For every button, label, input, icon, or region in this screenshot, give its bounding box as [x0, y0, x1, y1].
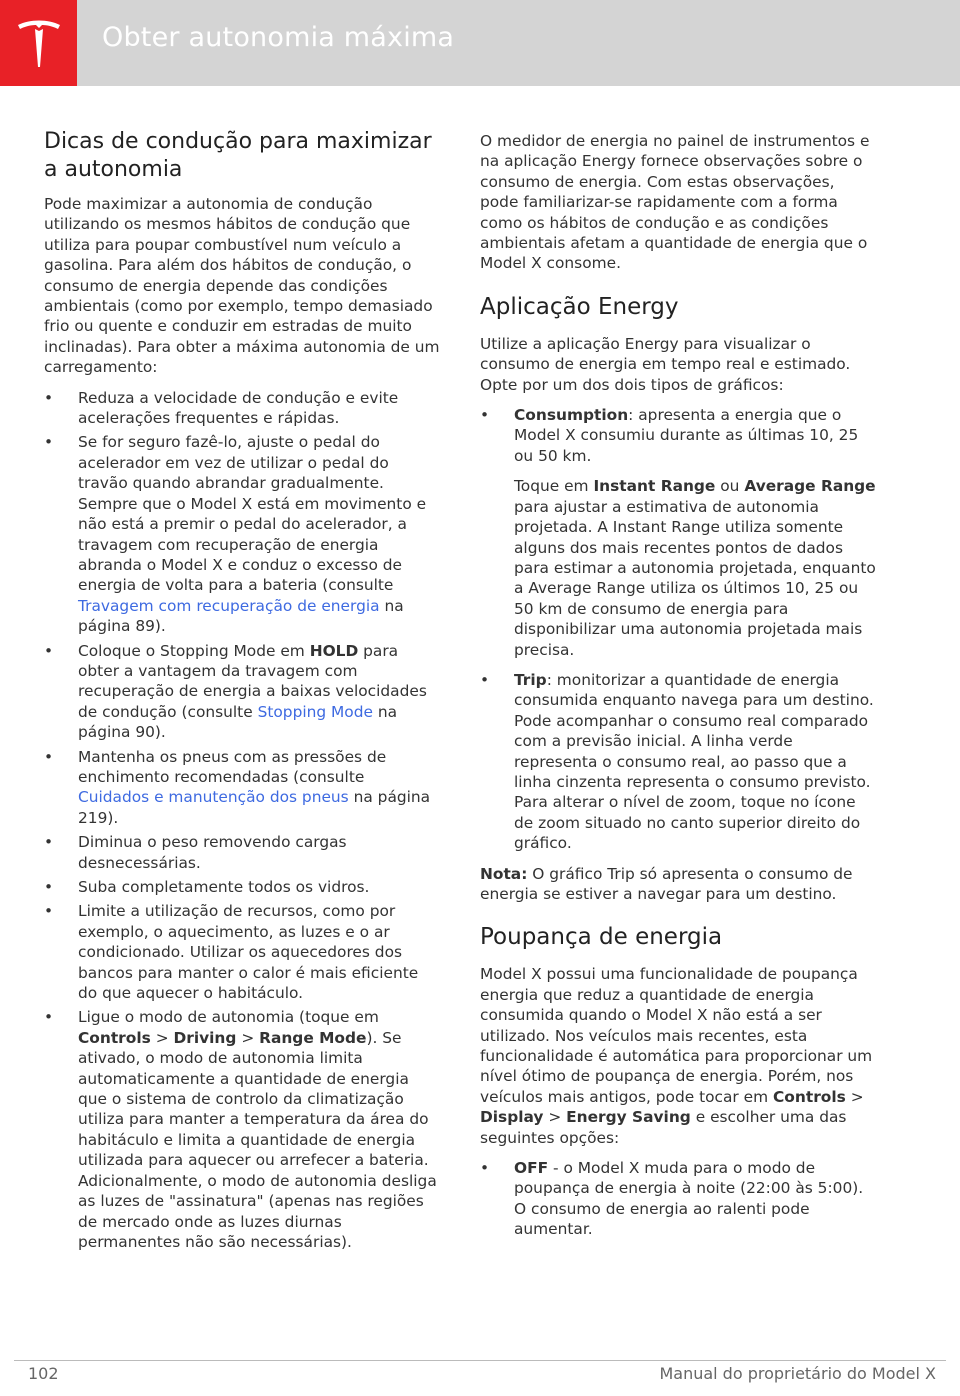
- list-item: • OFF - o Model X muda para o modo de poupança de energia à noite (22:00 às 5:00). O consumo de energia ao ralenti pode aumentar.: [480, 1159, 864, 1239]
- left-column: [44, 128, 440, 1256]
- intro-paragraph: Pode maximizar a autonomia de condução utilizando os mesmos hábitos de condução que utiliza para poupar combustível num veículo a gasolina. Para além dos hábitos de condução, o consumo de energia depende das condições ambientais (como por exemplo, tempo demasiado frio ou quente e conduzir em estradas de muito inclinadas). Para obter a máxima autonomia de um carregamento:: [44, 195, 440, 377]
- list-item: • Suba completamente todos os vidros.: [44, 878, 370, 896]
- link-regenerative-braking[interactable]: Travagem com recuperação de energia: [78, 596, 380, 615]
- section-heading-energy-saving: Poupança de energia: [480, 924, 723, 951]
- link-stopping-mode[interactable]: Stopping Mode: [257, 702, 373, 721]
- range-subparagraph: Toque em Instant Range ou Average Range para ajustar a estimativa de autonomia projetada. A Instant Range utiliza somente alguns dos mais recentes pontos de dados para estimar a autonomia projetada, enquanto a Average Range utiliza os últimos 10, 25 ou 50 km de consumo de energia para disponibilizar uma autonomia projetada mais precisa.: [514, 477, 876, 659]
- energy-saving-paragraph: Model X possui uma funcionalidade de poupança energia que reduz a quantidade de energia consumida quando o Model X não está a ser utilizado. Nos veículos mais recentes, esta funcionalidade é automática para proporcionar um nível ótimo de poupança de energia. Porém, nos veículos mais antigos, pode tocar em Controls > Display > Energy Saving e escolher uma das seguintes opções:: [480, 965, 873, 1147]
- list-item: • Limite a utilização de recursos, como por exemplo, o aquecimento, as luzes e o ar condicionado. Utilizar os aquecedores dos bancos para manter o calor é mais eficiente do que aquecer o habitáculo.: [44, 902, 419, 1003]
- page-header: [0, 0, 960, 86]
- list-item: • Diminua o peso removendo cargas desnecessárias.: [44, 833, 347, 872]
- tesla-logo-icon: [0, 0, 77, 86]
- manual-title: Manual do proprietário do Model X: [659, 1364, 936, 1383]
- page-number: 102: [28, 1364, 59, 1383]
- list-item: • Ligue o modo de autonomia (toque em Controls > Driving > Range Mode). Se ativado, o modo de autonomia limita automaticamente a quantidade de energia que o sistema de controlo da climatização utiliza para manter a temperatura da área do habitáculo e limita a quantidade de energia utilizada para aquecer ou arrefecer a bateria. Adicionalmente, o modo de autonomia desliga as luzes de "assinatura" (apenas nas regiões de mercado onde as luzes diurnas permanentes não são necessárias).: [44, 1008, 437, 1251]
- footer-divider: [14, 1360, 946, 1361]
- link-tire-care[interactable]: Cuidados e manutenção dos pneus: [78, 788, 349, 807]
- energy-saving-options-list: [480, 1158, 876, 1240]
- list-item: • Mantenha os pneus com as pressões de enchimento recomendadas (consulte Cuidados e manutenção dos pneus na página 219).: [44, 747, 431, 827]
- energy-app-intro: Utilize a aplicação Energy para visualizar o consumo de energia em tempo real e estimado. Opte por um dos dois tipos de gráficos:: [480, 334, 851, 394]
- list-item: • Se for seguro fazê-lo, ajuste o pedal do acelerador em vez de utilizar o pedal do travão quando abrandar gradualmente. Sempre que o Model X está em movimento e não está a premir o pedal do acelerador, a travagem com recuperação de energia abranda o Model X e conduz o excesso de energia de volta para a bateria (consulte Travagem com recuperação de energia na página 89).: [44, 433, 427, 636]
- section-heading-driving-tips: Dicas de condução para maximizar a autonomia: [44, 129, 432, 182]
- energy-graph-types-list: [480, 405, 876, 854]
- section-heading-energy-app: Aplicação Energy: [480, 293, 679, 320]
- list-item: • Trip: monitorizar a quantidade de energia consumida enquanto navega para um destino. Pode acompanhar o consumo real comparado com a previsão inicial. A linha verde representa o consumo real, ao passo que a linha cinzenta representa o consumo previsto. Para alterar o nível de zoom, toque no ícone de zoom situado no canto superior direito do gráfico.: [480, 670, 874, 853]
- tips-list: [44, 388, 440, 1253]
- note-paragraph: Nota: O gráfico Trip só apresenta o consumo de energia se estiver a navegar para um destino.: [480, 864, 853, 903]
- list-item: • Consumption: apresenta a energia que o Model X consumiu durante as últimas 10, 25 ou 50 km. Toque em Instant Range ou Average Range para ajustar a estimativa de autonomia projetada. A Instant Range utiliza somente alguns dos mais recentes pontos de dados para estimar a autonomia projetada, enquanto a Average Range utiliza os últimos 10, 25 ou 50 km de consumo de energia para disponibilizar uma autonomia projetada mais precisa.: [480, 406, 876, 659]
- list-item: • Coloque o Stopping Mode em HOLD para obter a vantagem da travagem com recuperação de energia a baixas velocidades de condução (consulte Stopping Mode na página 90).: [44, 641, 427, 742]
- page-title: Obter autonomia máxima: [102, 22, 455, 53]
- energy-meter-paragraph: O medidor de energia no painel de instrumentos e na aplicação Energy fornece observações sobre o consumo de energia. Com estas observações, pode familiarizar-se rapidamente com a forma como os hábitos de condução e as condições ambientais afetam a quantidade de energia que o Model X consome.: [480, 132, 870, 273]
- right-column: [480, 131, 876, 1244]
- list-item: • Reduza a velocidade de condução e evite acelerações frequentes e rápidas.: [44, 388, 399, 428]
